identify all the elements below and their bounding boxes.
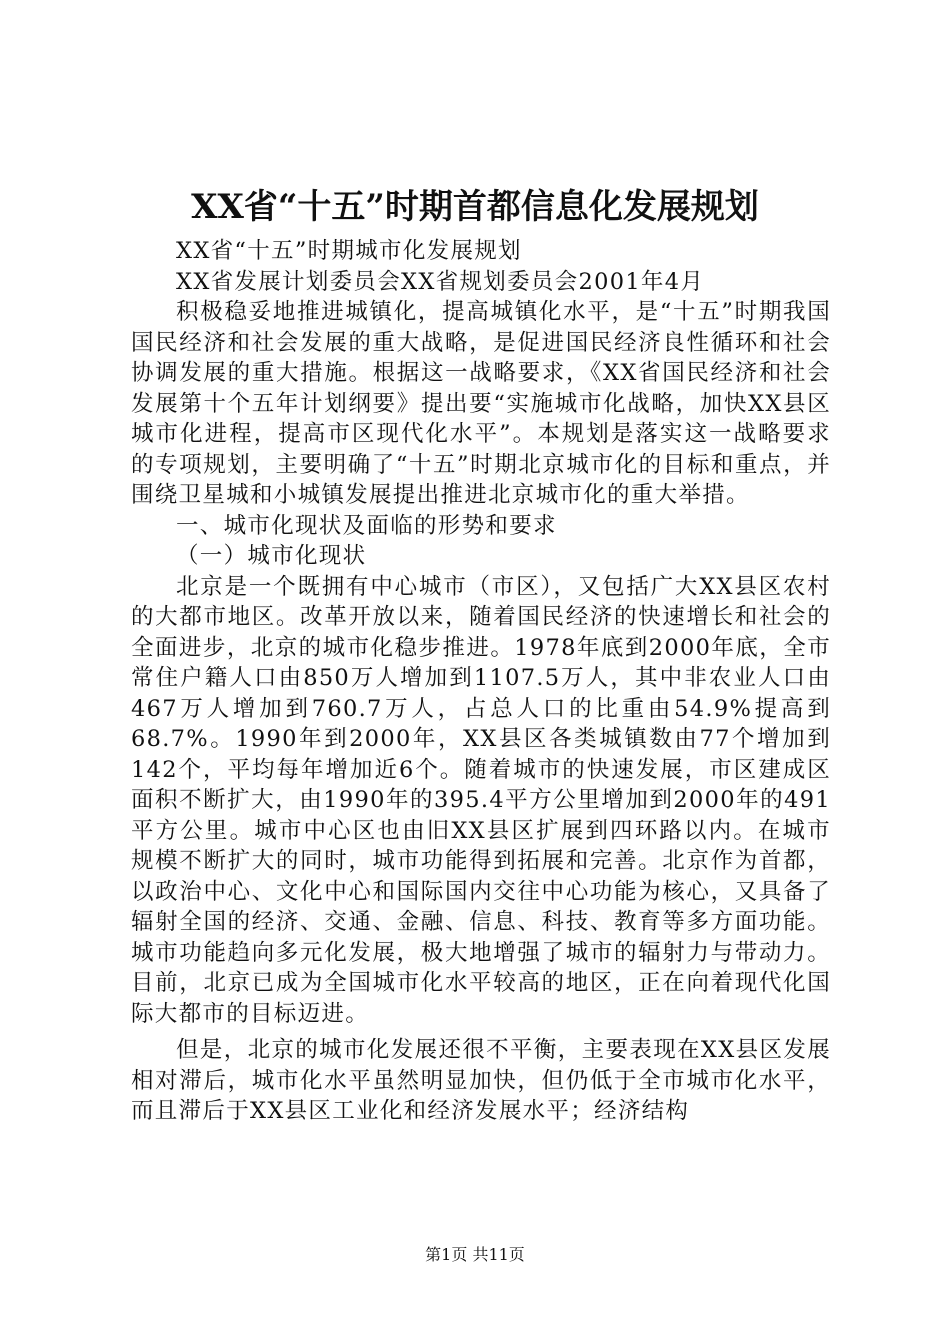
document-title: XX省“十五”时期首都信息化发展规划 [191, 187, 759, 227]
imbalance-paragraph: 但是，北京的城市化发展还很不平衡，主要表现在XX县区发展相对滞后，城市化水平虽然明显加快，但仍低于全市城市化水平，而且滞后于XX县区工业化和经济发展水平；经济结构 [131, 1037, 831, 1124]
status-paragraph: 北京是一个既拥有中心城市（市区），又包括广大XX县区农村的大都市地区。改革开放以来，随着国民经济的快速增长和社会的全面进步，北京的城市化稳步推进。1978年底到2000年底，全市常住户籍人口由850万人增加到1107.5万人，其中非农业人口由467万人增加到760.7万人，占总人口的比重由54.9%提高到68.7%。1990年到2000年，XX县区各类城镇数由77个增加到142个，平均每年增加近6个。随着城市的快速发展，市区建成区面积不断扩大，由1990年的395.4平方公里增加到2000年的491平方公里。城市中心区也由旧XX县区扩展到四环路以内。在城市规模不断扩大的同时，城市功能得到拓展和完善。北京作为首都，以政治中心、文化中心和国际国内交往中心功能为核心，又具备了辐射全国的经济、交通、金融、信息、科技、教育等多方面功能。城市功能趋向多元化发展，极大地增强了城市的辐射力与带动力。目前，北京已成为全国城市化水平较高的地区，正在向着现代化国际大都市的目标迈进。 [131, 573, 831, 1027]
section-heading: 一、城市化现状及面临的形势和要求 [176, 512, 557, 539]
document-body [131, 236, 831, 1127]
subtitle-line: XX省“十五”时期城市化发展规划 [176, 238, 522, 264]
page-footer: 第1页 共11页 [425, 1245, 525, 1264]
subsection-heading: （一）城市化现状 [176, 543, 367, 569]
issuer-line: XX省发展计划委员会XX省规划委员会2001年4月 [176, 268, 705, 295]
intro-paragraph: 积极稳妥地推进城镇化，提高城镇化水平，是“十五”时期我国国民经济和社会发展的重大战略，是促进国民经济良性循环和社会协调发展的重大措施。根据这一战略要求，《XX省国民经济和社会发展第十个五年计划纲要》提出要“实施城市化战略，加快XX县区城市化进程，提高市区现代化水平”。本规划是落实这一战略要求的专项规划，主要明确了“十五”时期北京城市化的目标和重点，并围绕卫星城和小城镇发展提出推进北京城市化的重大举措。 [131, 299, 831, 508]
